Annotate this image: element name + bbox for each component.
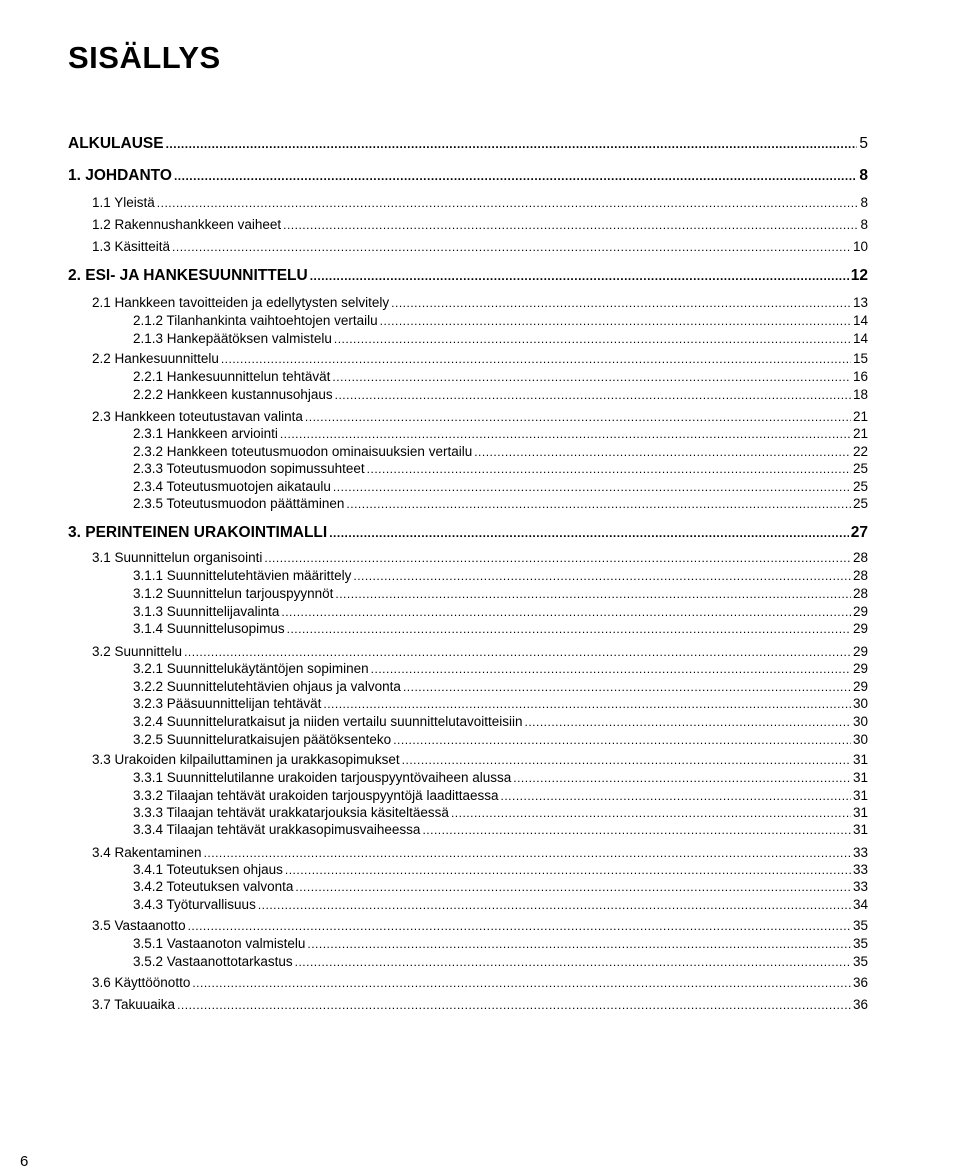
toc-entry-title: 3.4.2 Toteutuksen valvonta <box>133 879 294 894</box>
toc-entry[interactable] <box>92 976 868 990</box>
toc-entry[interactable] <box>133 587 868 601</box>
toc-entry-title: 3. PERINTEINEN URAKOINTIMALLI <box>68 524 328 541</box>
toc-entry[interactable] <box>133 480 868 494</box>
toc-dot-leader <box>295 956 851 968</box>
toc-dot-leader <box>367 463 851 475</box>
toc-entry-title: 2.2.2 Hankkeen kustannusohjaus <box>133 387 333 402</box>
toc-entry-page: 5 <box>859 135 868 152</box>
toc-entry-title: 3.5 Vastaanotto <box>92 918 186 933</box>
toc-entry-title: 2.2 Hankesuunnittelu <box>92 351 219 366</box>
toc-entry-page: 21 <box>852 409 868 424</box>
toc-dot-leader <box>177 999 851 1011</box>
toc-entry-title: 3.2.4 Suunnitteluratkaisut ja niiden vertailu suunnittelutavoitteisiin <box>133 714 523 729</box>
toc-dot-leader <box>221 353 851 365</box>
toc-entry[interactable] <box>92 218 868 232</box>
toc-dot-leader <box>283 219 858 231</box>
toc-dot-leader <box>393 734 851 746</box>
toc-entry-title: 2. ESI- JA HANKESUUNNITTELU <box>68 267 308 284</box>
toc-entry[interactable] <box>92 196 868 210</box>
toc-entry-title: 3.1.1 Suunnittelutehtävien määrittely <box>133 568 352 583</box>
toc-dot-leader <box>380 315 851 327</box>
toc-entry-page: 30 <box>852 696 868 711</box>
toc-entry-title: 3.4 Rakentaminen <box>92 845 202 860</box>
toc-dot-leader <box>281 606 851 618</box>
toc-entry[interactable] <box>133 733 868 747</box>
toc-entry-title: 2.1 Hankkeen tavoitteiden ja edellytysten selvitely <box>92 295 390 310</box>
toc-entry[interactable] <box>92 645 868 659</box>
toc-dot-leader <box>174 170 857 182</box>
toc-dot-leader <box>184 646 851 658</box>
toc-entry-page: 29 <box>852 679 868 694</box>
toc-entry-title: 3.5.1 Vastaanoton valmistelu <box>133 936 306 951</box>
toc-entry-title: 1.2 Rakennushankkeen vaiheet <box>92 217 282 232</box>
toc-entry-title: 3.1.4 Suunnittelusopimus <box>133 621 285 636</box>
toc-entry-page: 35 <box>852 954 868 969</box>
page-number: 6 <box>20 1153 29 1170</box>
toc-entry-page: 35 <box>852 936 868 951</box>
toc-dot-leader <box>329 527 849 539</box>
toc-entry[interactable] <box>133 622 868 636</box>
toc-entry[interactable] <box>133 937 868 951</box>
toc-entry-page: 25 <box>852 479 868 494</box>
toc-entry-title: 1.1 Yleistä <box>92 195 155 210</box>
toc-dot-leader <box>264 552 851 564</box>
page-title: SISÄLLYS <box>68 40 221 75</box>
toc-entry[interactable] <box>133 314 868 328</box>
toc-entry[interactable] <box>68 268 868 284</box>
toc-entry-title: 2.3.4 Toteutusmuotojen aikataulu <box>133 479 331 494</box>
toc-entry[interactable] <box>133 388 868 402</box>
toc-entry-page: 30 <box>852 732 868 747</box>
toc-dot-leader <box>501 790 851 802</box>
toc-entry-page: 31 <box>852 788 868 803</box>
toc-entry[interactable] <box>133 462 868 476</box>
toc-dot-leader <box>353 570 851 582</box>
toc-entry-page: 33 <box>852 879 868 894</box>
toc-entry-title: 3.4.3 Työturvallisuus <box>133 897 256 912</box>
toc-entry[interactable] <box>133 823 868 837</box>
toc-dot-leader <box>332 371 851 383</box>
toc-entry-page: 28 <box>852 568 868 583</box>
toc-entry-title: 3.3 Urakoiden kilpailuttaminen ja urakkasopimukset <box>92 752 400 767</box>
toc-entry-title: 3.2.1 Suunnittelukäytäntöjen sopiminen <box>133 661 369 676</box>
toc-entry-page: 13 <box>852 295 868 310</box>
toc-entry[interactable] <box>133 427 868 441</box>
toc-entry-page: 15 <box>852 351 868 366</box>
toc-entry-title: 2.1.3 Hankepäätöksen valmistelu <box>133 331 332 346</box>
toc-entry-page: 29 <box>852 661 868 676</box>
toc-entry[interactable] <box>92 551 868 565</box>
toc-dot-leader <box>166 138 858 150</box>
toc-dot-leader <box>192 977 851 989</box>
toc-entry-title: ALKULAUSE <box>68 135 164 152</box>
toc-entry[interactable] <box>92 998 868 1012</box>
toc-entry[interactable] <box>133 715 868 729</box>
toc-dot-leader <box>335 588 851 600</box>
toc-dot-leader <box>323 698 851 710</box>
toc-entry-page: 36 <box>852 975 868 990</box>
toc-entry-page: 29 <box>852 644 868 659</box>
toc-dot-leader <box>280 428 851 440</box>
toc-entry-page: 10 <box>852 239 868 254</box>
toc-entry-title: 3.3.3 Tilaajan tehtävät urakkatarjouksia käsiteltäessä <box>133 805 449 820</box>
toc-dot-leader <box>391 297 851 309</box>
toc-dot-leader <box>513 772 851 784</box>
toc-entry[interactable] <box>92 410 868 424</box>
toc-entry-title: 3.7 Takuuaika <box>92 997 176 1012</box>
toc-entry-title: 3.1.3 Suunnittelijavalinta <box>133 604 280 619</box>
toc-entry[interactable] <box>133 332 868 346</box>
toc-entry[interactable] <box>92 753 868 767</box>
toc-entry[interactable] <box>133 662 868 676</box>
toc-entry-title: 3.6 Käyttöönotto <box>92 975 191 990</box>
toc-entry-title: 2.3.3 Toteutusmuodon sopimussuhteet <box>133 461 365 476</box>
toc-entry-title: 2.1.2 Tilanhankinta vaihtoehtojen vertailu <box>133 313 378 328</box>
toc-entry-title: 3.4.1 Toteutuksen ohjaus <box>133 862 283 877</box>
toc-dot-leader <box>188 920 851 932</box>
toc-entry-page: 29 <box>852 604 868 619</box>
toc-entry-page: 12 <box>850 267 868 284</box>
toc-entry[interactable] <box>92 240 868 254</box>
toc-entry[interactable] <box>133 497 868 511</box>
toc-entry[interactable] <box>133 370 868 384</box>
toc-entry-page: 35 <box>852 918 868 933</box>
toc-entry-page: 27 <box>850 524 868 541</box>
toc-entry-page: 22 <box>852 444 868 459</box>
toc-entry-title: 3.2.5 Suunnitteluratkaisujen päätöksenteko <box>133 732 392 747</box>
toc-entry-title: 3.2 Suunnittelu <box>92 644 183 659</box>
toc-entry-title: 3.3.4 Tilaajan tehtävät urakkasopimusvaiheessa <box>133 822 421 837</box>
toc-entry-page: 18 <box>852 387 868 402</box>
toc-dot-leader <box>474 446 851 458</box>
toc-entry[interactable] <box>133 806 868 820</box>
toc-entry-title: 3.2.2 Suunnittelutehtävien ohjaus ja valvonta <box>133 679 401 694</box>
toc-dot-leader <box>346 498 851 510</box>
toc-dot-leader <box>525 716 851 728</box>
toc-entry[interactable] <box>92 919 868 933</box>
toc-entry[interactable] <box>133 605 868 619</box>
toc-dot-leader <box>403 681 851 693</box>
toc-dot-leader <box>451 807 851 819</box>
toc-entry[interactable] <box>133 569 868 583</box>
toc-dot-leader <box>172 241 851 253</box>
toc-entry-title: 2.3 Hankkeen toteutustavan valinta <box>92 409 303 424</box>
toc-entry-page: 31 <box>852 805 868 820</box>
toc-entry-page: 25 <box>852 461 868 476</box>
toc-dot-leader <box>334 333 851 345</box>
toc-entry[interactable] <box>133 789 868 803</box>
toc-entry-title: 1. JOHDANTO <box>68 167 172 184</box>
toc-entry-title: 2.3.2 Hankkeen toteutusmuodon ominaisuuksien vertailu <box>133 444 473 459</box>
toc-dot-leader <box>285 864 851 876</box>
toc-dot-leader <box>402 754 851 766</box>
toc-entry[interactable] <box>133 880 868 894</box>
toc-entry-title: 3.2.3 Pääsuunnittelijan tehtävät <box>133 696 322 711</box>
toc-entry-page: 28 <box>852 586 868 601</box>
toc-dot-leader <box>335 389 851 401</box>
toc-entry-page: 33 <box>852 845 868 860</box>
toc-dot-leader <box>422 824 851 836</box>
toc-entry[interactable] <box>68 168 868 184</box>
toc-entry-page: 14 <box>852 331 868 346</box>
toc-entry[interactable] <box>133 697 868 711</box>
toc-entry-title: 1.3 Käsitteitä <box>92 239 171 254</box>
toc-entry-page: 28 <box>852 550 868 565</box>
toc-entry-page: 36 <box>852 997 868 1012</box>
toc-entry-title: 2.3.5 Toteutusmuodon päättäminen <box>133 496 345 511</box>
toc-entry-page: 8 <box>860 195 868 210</box>
toc-dot-leader <box>157 197 859 209</box>
toc-entry-page: 31 <box>852 822 868 837</box>
toc-dot-leader <box>307 938 851 950</box>
toc-entry[interactable] <box>133 680 868 694</box>
toc-entry-page: 33 <box>852 862 868 877</box>
toc-entry-page: 21 <box>852 426 868 441</box>
toc-entry-title: 2.3.1 Hankkeen arviointi <box>133 426 278 441</box>
toc-entry-page: 31 <box>852 752 868 767</box>
toc-entry[interactable] <box>68 136 868 152</box>
toc-dot-leader <box>371 663 851 675</box>
toc-entry-page: 25 <box>852 496 868 511</box>
toc-entry-title: 2.2.1 Hankesuunnittelun tehtävät <box>133 369 331 384</box>
toc-entry-page: 34 <box>852 897 868 912</box>
toc-entry-page: 30 <box>852 714 868 729</box>
toc-entry[interactable] <box>133 955 868 969</box>
toc-entry-page: 8 <box>859 167 868 184</box>
toc-entry-title: 3.3.2 Tilaajan tehtävät urakoiden tarjouspyyntöjä laadittaessa <box>133 788 499 803</box>
toc-dot-leader <box>258 899 851 911</box>
toc-entry[interactable] <box>133 863 868 877</box>
toc-entry[interactable] <box>92 846 868 860</box>
toc-entry-title: 3.5.2 Vastaanottotarkastus <box>133 954 293 969</box>
toc-entry-title: 3.1 Suunnittelun organisointi <box>92 550 263 565</box>
toc-dot-leader <box>305 411 851 423</box>
toc-entry-page: 31 <box>852 770 868 785</box>
toc-entry-page: 29 <box>852 621 868 636</box>
toc-entry[interactable] <box>133 898 868 912</box>
toc-entry[interactable] <box>92 296 868 310</box>
toc-entry[interactable] <box>133 445 868 459</box>
toc-dot-leader <box>333 481 851 493</box>
toc-entry-page: 16 <box>852 369 868 384</box>
toc-entry-page: 8 <box>860 217 868 232</box>
toc-entry-page: 14 <box>852 313 868 328</box>
toc-dot-leader <box>295 881 851 893</box>
toc-entry[interactable] <box>68 525 868 541</box>
toc-dot-leader <box>310 270 849 282</box>
toc-entry-title: 3.3.1 Suunnittelutilanne urakoiden tarjouspyyntövaiheen alussa <box>133 770 512 785</box>
toc-dot-leader <box>204 847 851 859</box>
toc-dot-leader <box>287 623 851 635</box>
toc-entry[interactable] <box>92 352 868 366</box>
toc-entry[interactable] <box>133 771 868 785</box>
toc-entry-title: 3.1.2 Suunnittelun tarjouspyynnöt <box>133 586 334 601</box>
